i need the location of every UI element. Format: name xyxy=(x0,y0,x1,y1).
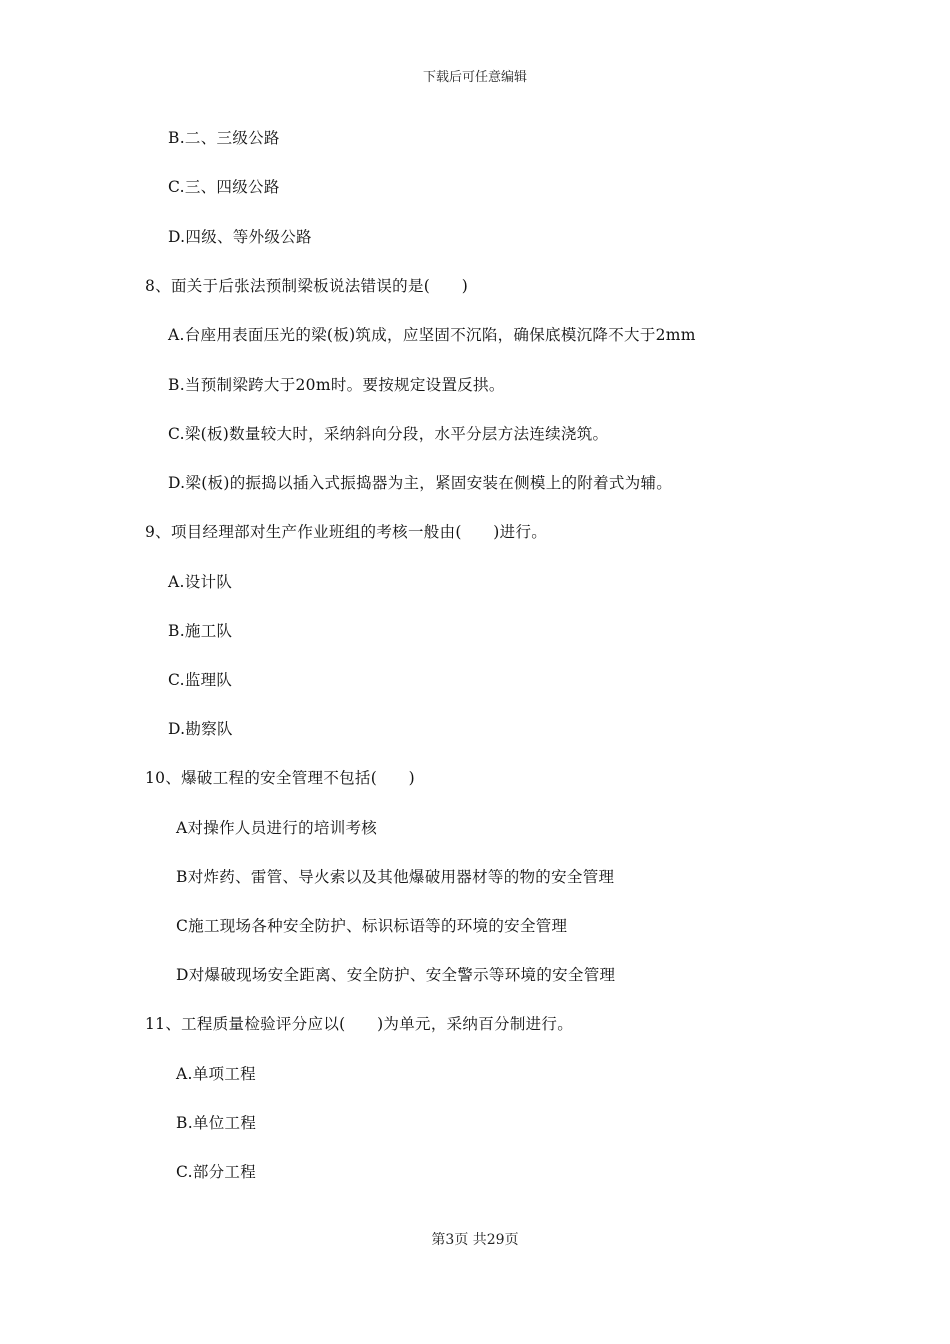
q11-option-a: A.单项工程 xyxy=(176,1065,256,1083)
q8-option-d: D.梁(板)的振捣以插入式振捣器为主，紧固安装在侧模上的附着式为辅。 xyxy=(168,474,673,492)
q10-option-a: A对操作人员进行的培训考核 xyxy=(176,819,378,837)
q9-option-c: C.监理队 xyxy=(168,671,233,689)
q9-option-b: B.施工队 xyxy=(168,622,233,640)
q8-option-a: A.台座用表面压光的梁(板)筑成，应坚固不沉陷，确保底模沉降不大于2mm xyxy=(168,326,696,344)
q10-option-c: C施工现场各种安全防护、标识标语等的环境的安全管理 xyxy=(176,917,568,935)
q8-option-c: C.梁(板)数量较大时，采纳斜向分段，水平分层方法连续浇筑。 xyxy=(168,425,609,443)
q9-question: 9、项目经理部对生产作业班组的考核一般由( )进行。 xyxy=(145,523,548,541)
q7-option-c: C.三、四级公路 xyxy=(168,178,280,196)
q7-option-b: B.二、三级公路 xyxy=(168,129,280,147)
q11-option-c: C.部分工程 xyxy=(176,1163,257,1181)
q7-option-d: D.四级、等外级公路 xyxy=(168,228,312,246)
q10-option-d: D对爆破现场安全距离、安全防护、安全警示等环境的安全管理 xyxy=(176,966,616,984)
page-number: 第3页 共29页 xyxy=(431,1232,519,1248)
q8-option-b: B.当预制梁跨大于20m时。要按规定设置反拱。 xyxy=(168,376,505,394)
q10-option-b: B对炸药、雷管、导火索以及其他爆破用器材等的物的安全管理 xyxy=(176,868,615,886)
q11-option-b: B.单位工程 xyxy=(176,1114,257,1132)
q10-question: 10、爆破工程的安全管理不包括( ) xyxy=(145,769,416,787)
page-header-note: 下载后可任意编辑 xyxy=(422,70,527,85)
q9-option-a: A.设计队 xyxy=(168,573,233,591)
q8-question: 8、面关于后张法预制梁板说法错误的是( ) xyxy=(145,277,469,295)
q11-question: 11、工程质量检验评分应以( )为单元，采纳百分制进行。 xyxy=(145,1015,574,1033)
q9-option-d: D.勘察队 xyxy=(168,720,233,738)
